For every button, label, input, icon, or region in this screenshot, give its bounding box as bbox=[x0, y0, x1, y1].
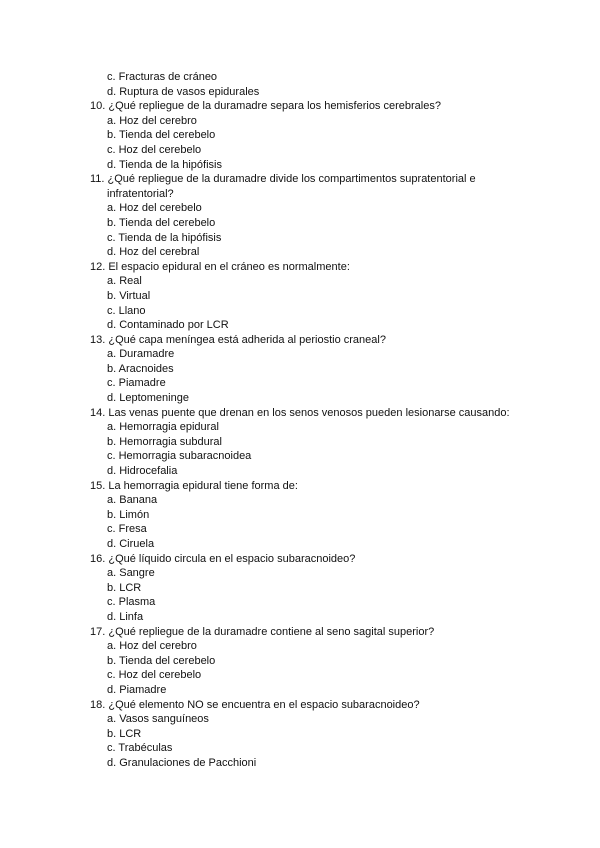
option-line: a. Hoz del cerebelo bbox=[107, 202, 202, 215]
option-line: a. Duramadre bbox=[107, 348, 175, 361]
option-line: c. Hoz del cerebelo bbox=[107, 669, 202, 682]
question-text-continued: infratentorial? bbox=[107, 187, 174, 200]
option-line: d. Hidrocefalia bbox=[107, 465, 178, 478]
option-line: a. Hoz del cerebro bbox=[107, 114, 197, 127]
option-line: c. Trabéculas bbox=[107, 742, 173, 755]
option-line: d. Contaminado por LCR bbox=[107, 319, 229, 332]
question-15 bbox=[0, 479, 600, 552]
question-text: 14. Las venas puente que drenan en los senos venosos pueden lesionarse causando: bbox=[90, 406, 510, 419]
option-line: a. Hemorragia epidural bbox=[107, 421, 219, 434]
option-line: d. Linfa bbox=[107, 610, 144, 623]
option-line: b. Limón bbox=[107, 508, 150, 521]
question-13 bbox=[0, 333, 600, 406]
option-line: b. LCR bbox=[107, 581, 142, 594]
option-line: b. Tienda del cerebelo bbox=[107, 216, 216, 229]
option-line: a. Hoz del cerebro bbox=[107, 640, 197, 653]
option-line: b. Hemorragia subdural bbox=[107, 435, 222, 448]
option-line: c. Plasma bbox=[107, 596, 156, 609]
question-text: 15. La hemorragia epidural tiene forma de: bbox=[90, 479, 298, 492]
question-14 bbox=[0, 406, 600, 479]
question-text: 10. ¿Qué repliegue de la duramadre separa los hemisferios cerebrales? bbox=[90, 100, 441, 113]
option-line: a. Real bbox=[107, 275, 142, 288]
option-line: d. Granulaciones de Pacchioni bbox=[107, 756, 257, 769]
option-line: b. Virtual bbox=[107, 289, 151, 302]
option-line: b. Tienda del cerebelo bbox=[107, 654, 216, 667]
option-line: c. Llano bbox=[107, 304, 146, 317]
option-line: d. Leptomeninge bbox=[107, 392, 189, 405]
option-line: c. Tienda de la hipófisis bbox=[107, 231, 222, 244]
question-text: 17. ¿Qué repliegue de la duramadre contiene al seno sagital superior? bbox=[90, 625, 435, 638]
question-18 bbox=[0, 698, 600, 771]
question-17 bbox=[0, 625, 600, 698]
question-12 bbox=[0, 260, 600, 333]
lead-options bbox=[0, 70, 600, 99]
option-line: c. Piamadre bbox=[107, 377, 166, 390]
option-line: c. Fresa bbox=[107, 523, 147, 536]
question-text: 16. ¿Qué líquido circula en el espacio subaracnoideo? bbox=[90, 552, 356, 565]
question-text: 12. El espacio epidural en el cráneo es normalmente: bbox=[90, 260, 350, 273]
option-line: c. Fracturas de cráneo bbox=[107, 71, 218, 83]
question-16 bbox=[0, 552, 600, 625]
question-10 bbox=[0, 99, 600, 172]
option-line: b. Tienda del cerebelo bbox=[107, 129, 216, 142]
option-line: d. Piamadre bbox=[107, 683, 167, 696]
option-line: b. Aracnoides bbox=[107, 362, 174, 375]
option-line: a. Sangre bbox=[107, 567, 155, 580]
question-text: 13. ¿Qué capa meníngea está adherida al periostio craneal? bbox=[90, 333, 386, 346]
question-text: 11. ¿Qué repliegue de la duramadre divide los compartimentos supratentorial e bbox=[90, 173, 476, 186]
option-line: d. Hoz del cerebral bbox=[107, 246, 200, 259]
option-line: a. Vasos sanguíneos bbox=[107, 713, 209, 726]
document-page bbox=[0, 70, 600, 771]
option-line: b. LCR bbox=[107, 727, 142, 740]
option-line: d. Tienda de la hipófisis bbox=[107, 158, 222, 171]
option-line: c. Hemorragia subaracnoidea bbox=[107, 450, 252, 463]
option-line: d. Ruptura de vasos epidurales bbox=[107, 85, 260, 98]
option-line: a. Banana bbox=[107, 494, 158, 507]
option-line: c. Hoz del cerebelo bbox=[107, 143, 202, 156]
question-11 bbox=[0, 172, 600, 260]
question-text: 18. ¿Qué elemento NO se encuentra en el espacio subaracnoideo? bbox=[90, 698, 420, 711]
option-line: d. Ciruela bbox=[107, 538, 155, 550]
